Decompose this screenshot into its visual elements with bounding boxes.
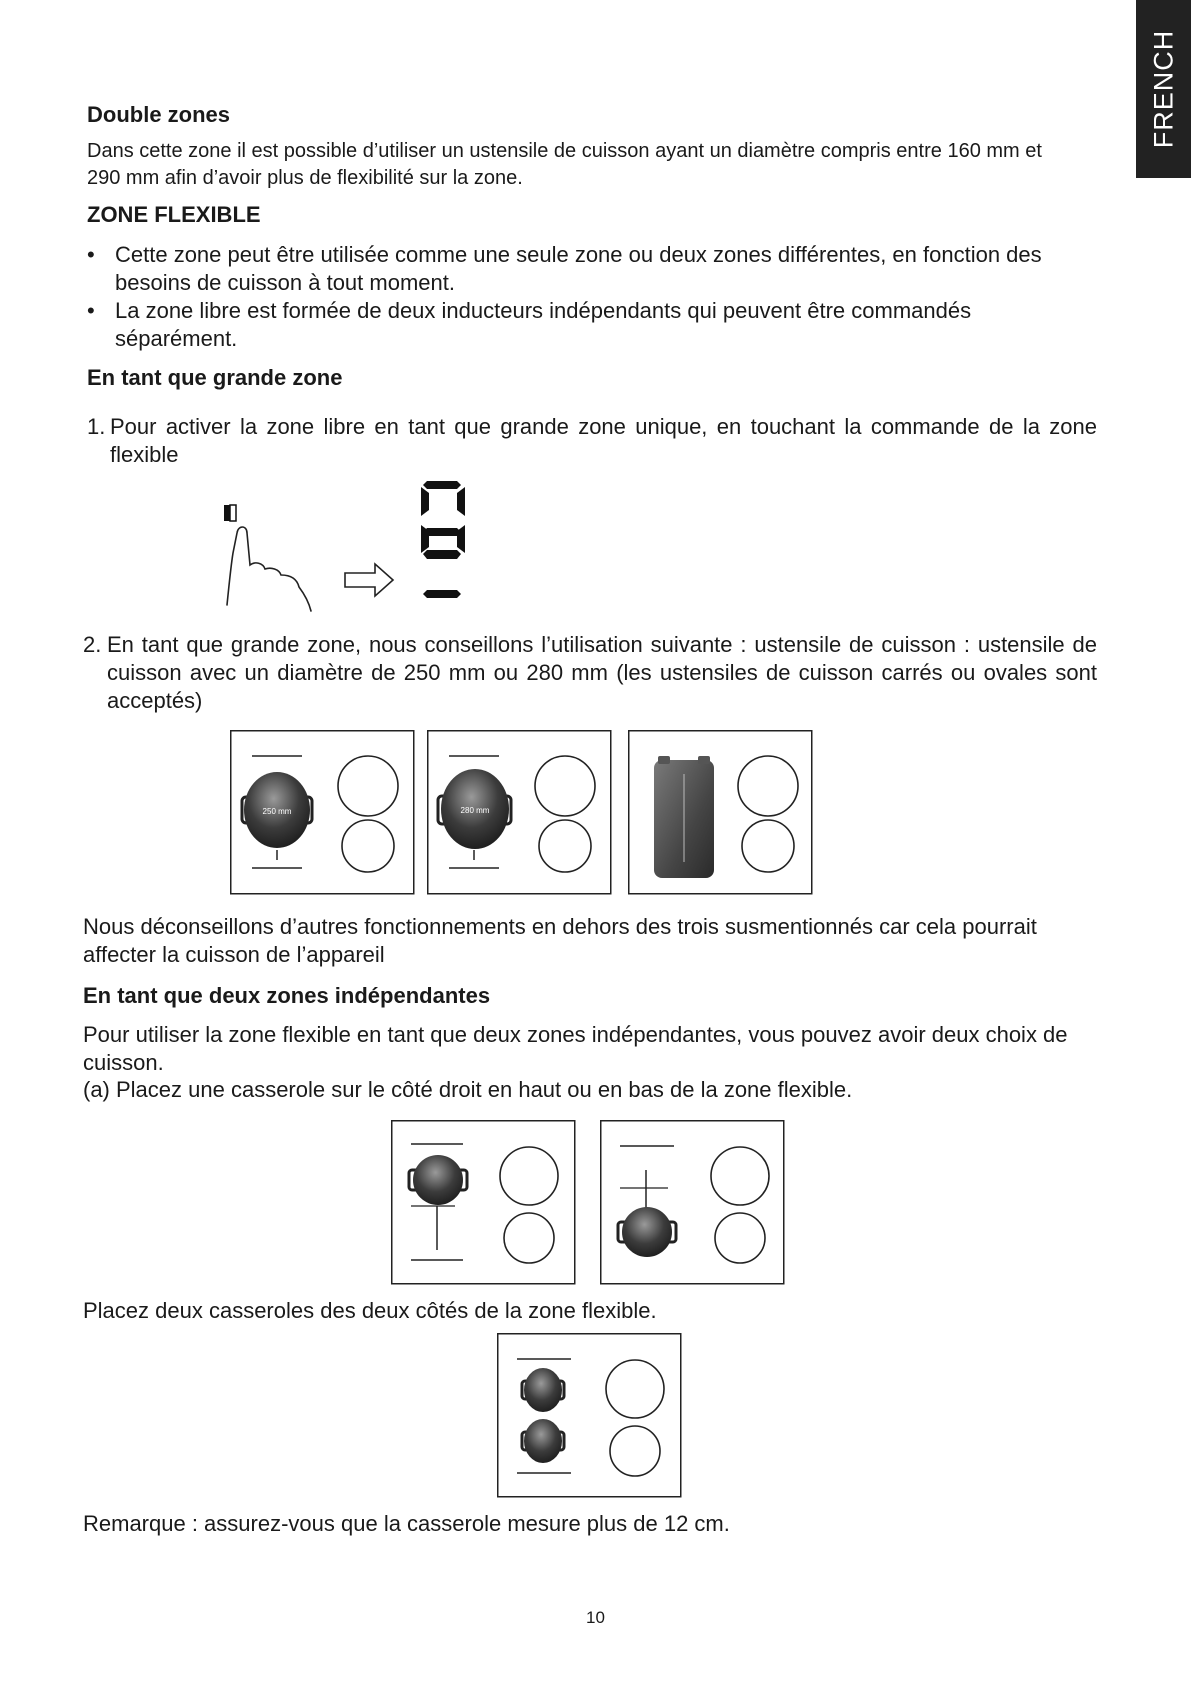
zone-flexible-heading: ZONE FLEXIBLE xyxy=(87,202,261,227)
step-2-number: 2. xyxy=(83,632,102,657)
step-1-number: 1. xyxy=(87,414,106,439)
bullet-list xyxy=(87,241,1087,353)
cooktop-diagram-two-pans xyxy=(497,1333,682,1498)
language-tab xyxy=(1136,0,1191,178)
option-b-text: Placez deux casseroles des deux côtés de la zone flexible. xyxy=(83,1298,657,1323)
cooktop-diagram-280mm xyxy=(427,730,612,895)
digit-zero-display-icon xyxy=(421,481,465,559)
step-1 xyxy=(87,413,1097,469)
deux-zones-heading: En tant que deux zones indépendantes xyxy=(83,983,491,1008)
double-zones-text: Dans cette zone il est possible d’utiliser un ustensile de cuisson ayant un diamètre compris entre 160 mm et 290 mm afin d’avoir plus de flexibilité sur la zone. xyxy=(87,140,1042,189)
option-a-text: (a) Placez une casserole sur le côté droit en haut ou en bas de la zone flexible. xyxy=(83,1077,853,1102)
pan-icon xyxy=(524,1368,562,1412)
step-1-text: Pour activer la zone libre en tant que grande zone unique, en touchant la commande de la zone flexible xyxy=(110,414,1097,467)
bullet-text: Cette zone peut être utilisée comme une seule zone ou deux zones différentes, en fonction des besoins de cuisson à tout moment. xyxy=(115,242,1042,295)
bullet-item xyxy=(87,297,1087,353)
page-number: 10 xyxy=(586,1608,605,1627)
bullet-text: La zone libre est formée de deux inducteurs indépendants qui peuvent être commandés séparément. xyxy=(115,298,972,351)
deux-zones-intro: Pour utiliser la zone flexible en tant que deux zones indépendantes, vous pouvez avoir deux choix de cuisson. xyxy=(83,1022,1068,1075)
language-tab-label: FRENCH xyxy=(1148,29,1178,149)
double-zones-heading: Double zones xyxy=(87,102,231,127)
pan-size-label: 250 mm xyxy=(262,807,292,816)
arrow-right-icon xyxy=(345,564,393,596)
bullet-item xyxy=(87,241,1087,297)
pan-icon xyxy=(622,1207,672,1257)
pan-size-label: 280 mm xyxy=(460,806,490,815)
note-text: Remarque : assurez-vous que la casserole mesure plus de 12 cm. xyxy=(83,1511,730,1536)
grande-zone-heading: En tant que grande zone xyxy=(87,365,343,390)
cooktop-diagram-single-pan-top xyxy=(391,1120,576,1285)
step-2 xyxy=(83,631,1097,715)
cooktop-diagram-single-pan-bottom xyxy=(600,1120,785,1285)
touch-control-illustration xyxy=(215,475,475,625)
cooktop-diagram-rectangular xyxy=(628,730,813,895)
step-2-text: En tant que grande zone, nous conseillons l’utilisation suivante : ustensile de cuisson : ustensile de cuisson avec un diamètre de 250 mm ou 280 mm (les ustensiles de cuisson carrés ou ovales sont acceptés) xyxy=(107,632,1097,713)
control-button-icon xyxy=(224,505,236,521)
cooktop-diagram-250mm xyxy=(230,730,415,895)
bullet-dot: • xyxy=(87,298,95,323)
finger-hand-icon xyxy=(227,527,311,611)
warning-text: Nous déconseillons d’autres fonctionnements en dehors des trois susmentionnés car cela pourrait affecter la cuisson de l’appareil xyxy=(83,914,1037,967)
pan-icon xyxy=(413,1155,463,1205)
pan-icon xyxy=(524,1419,562,1463)
bullet-dot: • xyxy=(87,242,95,267)
